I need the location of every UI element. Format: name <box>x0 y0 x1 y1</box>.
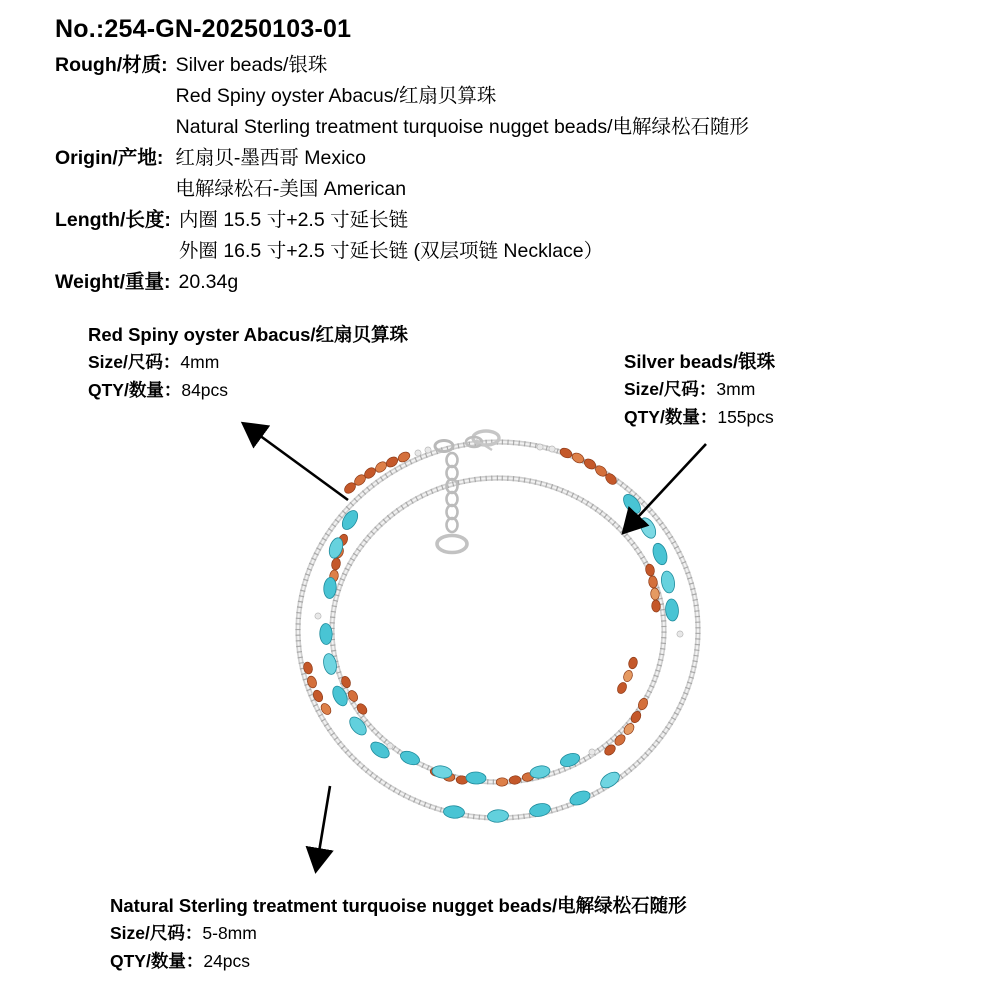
spec-row-rough <box>55 50 975 143</box>
callout-red-spiny-oyster <box>88 322 408 404</box>
callout-size-row <box>88 348 408 376</box>
spec-values-rough <box>168 50 749 143</box>
document-number: No.:254-GN-20250103-01 <box>55 15 352 43</box>
spec-value: Red Spiny oyster Abacus/红扇贝算珠 <box>175 85 497 107</box>
callout-size-label: Size/尺码： <box>110 923 203 943</box>
callout-qty-label: QTY/数量： <box>88 380 182 400</box>
spec-value: Silver beads/银珠 <box>175 54 328 76</box>
callout-size-row <box>624 375 775 403</box>
spec-row-weight <box>55 267 975 298</box>
spec-value: Natural Sterling treatment turquoise nugget beads/电解绿松石随形 <box>175 116 749 138</box>
spec-value: 外圈 16.5 寸+2.5 寸延长链 (双层项链 Necklace） <box>178 240 604 262</box>
specification-block <box>55 14 975 298</box>
callout-size-label: Size/尺码： <box>88 352 181 372</box>
callout-qty-value: 24pcs <box>203 951 251 971</box>
callout-qty-row <box>110 947 687 975</box>
necklace-strands <box>298 442 698 818</box>
spec-label-rough: Rough/材质: <box>55 54 168 76</box>
spec-value: 电解绿松石-美国 American <box>175 178 407 200</box>
callout-qty-value: 155pcs <box>717 407 774 427</box>
callout-size-value: 4mm <box>180 352 220 372</box>
callout-qty-label: QTY/数量： <box>624 407 718 427</box>
callout-title: Natural Sterling treatment turquoise nugget beads/电解绿松石随形 <box>110 895 687 916</box>
spec-value: 红扇贝-墨西哥 Mexico <box>175 147 367 169</box>
spec-value: 20.34g <box>178 271 239 293</box>
spec-label-weight: Weight/重量: <box>55 271 171 293</box>
spec-row-length <box>55 205 975 267</box>
callout-size-value: 5-8mm <box>202 923 257 943</box>
callout-turquoise-nuggets <box>110 893 687 975</box>
callout-qty-row <box>88 376 408 404</box>
spec-label-origin: Origin/产地: <box>55 147 164 169</box>
spec-values-weight <box>171 267 239 298</box>
spec-label-length: Length/长度: <box>55 209 171 231</box>
callout-size-value: 3mm <box>716 379 756 399</box>
spec-values-length <box>171 205 603 267</box>
product-illustration <box>240 420 760 840</box>
callout-title: Red Spiny oyster Abacus/红扇贝算珠 <box>88 324 409 345</box>
callout-qty-value: 84pcs <box>181 380 229 400</box>
spec-value: 内圈 15.5 寸+2.5 寸延长链 <box>178 209 409 231</box>
callout-size-row <box>110 919 687 947</box>
spec-row-origin <box>55 143 975 205</box>
callout-silver-beads <box>624 349 775 431</box>
callout-qty-label: QTY/数量： <box>110 951 204 971</box>
callout-title: Silver beads/银珠 <box>624 351 776 372</box>
callout-size-label: Size/尺码： <box>624 379 717 399</box>
spec-values-origin <box>163 143 406 205</box>
